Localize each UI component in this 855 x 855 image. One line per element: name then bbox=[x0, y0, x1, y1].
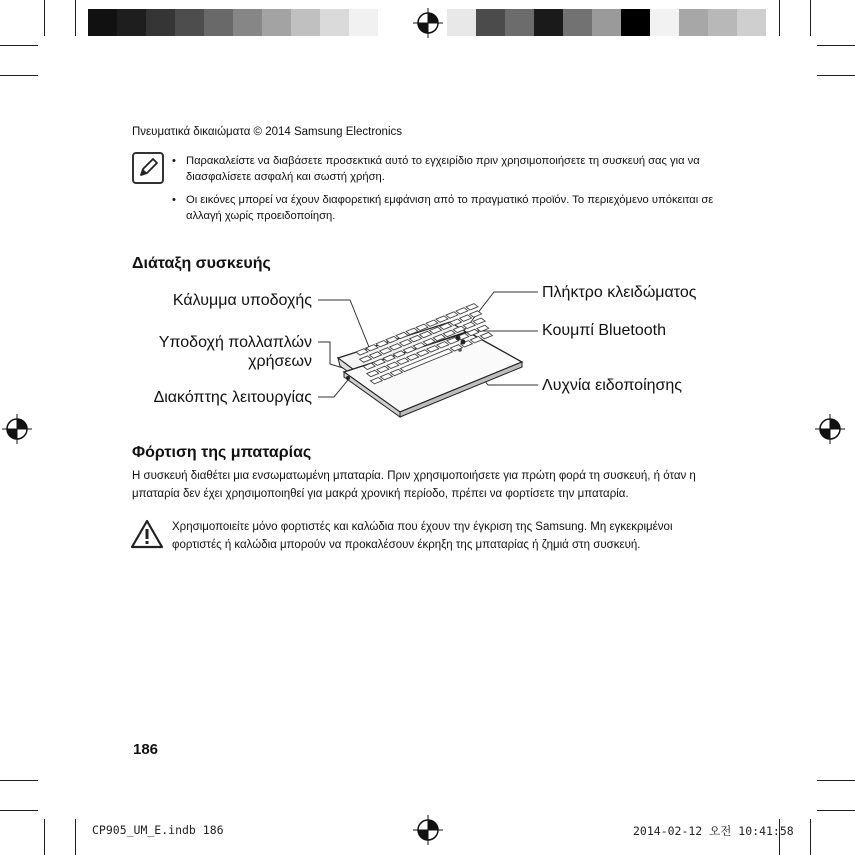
color-swatch bbox=[291, 9, 320, 36]
color-swatch bbox=[476, 9, 505, 36]
keyboard-key bbox=[456, 308, 468, 314]
bluetooth-button-dot bbox=[461, 340, 466, 345]
keyboard-key bbox=[436, 316, 448, 322]
crop-mark bbox=[75, 819, 76, 855]
label-bluetooth: Κουμπί Bluetooth bbox=[542, 322, 666, 339]
notes-list bbox=[172, 153, 732, 231]
color-swatch bbox=[650, 9, 679, 36]
keyboard-key bbox=[473, 318, 485, 324]
keyboard-key bbox=[463, 322, 475, 328]
power-switch-dot bbox=[346, 376, 350, 380]
keyboard-key bbox=[470, 311, 482, 317]
note-pencil-icon bbox=[132, 152, 164, 184]
leader-line bbox=[318, 380, 348, 397]
crop-mark bbox=[0, 75, 38, 76]
color-swatch bbox=[262, 9, 291, 36]
keyboard-key bbox=[446, 312, 458, 318]
crop-mark bbox=[75, 0, 76, 36]
charging-paragraph: Η συσκευή διαθέτει μια ενσωματωμένη μπαταρία. Πριν χρησιμοποιήσετε για πρώτη φορά τη συσκευή, ή όταν η μπαταρία δεν έχει χρησιμοποιηθεί για μακρά χρονική περίοδο, πρέπει να φορτίσετε την μπαταρία. bbox=[132, 470, 696, 500]
color-swatch bbox=[320, 9, 349, 36]
color-swatch bbox=[621, 9, 650, 36]
crop-mark bbox=[817, 75, 855, 76]
color-swatch bbox=[505, 9, 534, 36]
label-cover: Κάλυμμα υποδοχής bbox=[172, 292, 312, 309]
registration-mark-right bbox=[815, 414, 845, 444]
note-bullet: • Παρακαλείστε να διαβάσετε προσεκτικά αυτό το εγχειρίδιο πριν χρησιμοποιήσετε τη συσκευή σας για να διασφαλίσετε ασφαλή και σωστή χρήση. bbox=[172, 153, 732, 185]
registration-mark-top bbox=[413, 8, 443, 38]
copyright-text: Πνευματικά δικαιώματα © 2014 Samsung Electronics bbox=[132, 126, 403, 138]
color-swatch bbox=[204, 9, 233, 36]
keyboard-key bbox=[460, 315, 472, 321]
color-swatch bbox=[175, 9, 204, 36]
color-swatch bbox=[708, 9, 737, 36]
color-swatch bbox=[88, 9, 117, 36]
crop-mark bbox=[44, 819, 45, 855]
indicator-dot bbox=[458, 348, 462, 352]
section-title-layout: Διάταξη συσκευής bbox=[132, 255, 271, 272]
registration-mark-bottom bbox=[413, 815, 443, 845]
crop-mark bbox=[810, 819, 811, 855]
color-swatch bbox=[679, 9, 708, 36]
crop-mark bbox=[817, 45, 855, 46]
keyboard-key bbox=[480, 332, 492, 338]
page-number: 186 bbox=[133, 741, 159, 758]
keyboard-key bbox=[466, 304, 478, 310]
color-swatch bbox=[592, 9, 621, 36]
warning-triangle-icon bbox=[130, 518, 164, 550]
crop-mark bbox=[810, 0, 811, 36]
color-swatch bbox=[349, 9, 378, 36]
crop-mark bbox=[817, 810, 855, 811]
color-swatch bbox=[233, 9, 262, 36]
crop-mark bbox=[817, 780, 855, 781]
crop-mark bbox=[0, 45, 38, 46]
color-swatch bbox=[146, 9, 175, 36]
label-lock-key: Πλήκτρο κλειδώματος bbox=[542, 284, 697, 301]
crop-mark bbox=[44, 0, 45, 36]
registration-mark-left bbox=[2, 414, 32, 444]
keyboard-key bbox=[426, 320, 438, 326]
lock-key-dot bbox=[456, 336, 461, 341]
section-title-charging: Φόρτιση της μπαταρίας bbox=[132, 444, 312, 461]
crop-mark bbox=[0, 810, 38, 811]
crop-mark bbox=[779, 0, 780, 36]
label-indicator: Λυχνία ειδοποίησης bbox=[542, 377, 682, 394]
note-bullet: • Οι εικόνες μπορεί να έχουν διαφορετική εμφάνιση από το πραγματικό προϊόν. Το περιεχόμενο υπόκειται σε αλλαγή χωρίς προειδοποίηση. bbox=[172, 192, 732, 224]
label-power-switch: Διακόπτης λειτουργίας bbox=[153, 389, 312, 406]
keyboard-illustration bbox=[310, 280, 550, 420]
color-swatch bbox=[534, 9, 563, 36]
warning-text: Χρησιμοποιείτε μόνο φορτιστές και καλώδια που έχουν την έγκριση της Samsung. Μη εγκεκριμένοι φορτιστές ή καλώδια μπορούν να προκαλέσουν έκρηξη της μπαταρίας ή ζημιά στη συσκευή. bbox=[172, 521, 673, 551]
color-swatch bbox=[447, 9, 476, 36]
color-swatch bbox=[737, 9, 766, 36]
color-swatch bbox=[563, 9, 592, 36]
slug-date: 2014-02-12 오전 10:41:58 bbox=[633, 824, 794, 838]
color-swatch bbox=[117, 9, 146, 36]
slug-file: CP905_UM_E.indb 186 bbox=[92, 823, 224, 837]
crop-mark bbox=[0, 780, 38, 781]
label-port-line1: Υποδοχή πολλαπλών bbox=[158, 334, 312, 351]
label-port-line2: χρήσεων bbox=[248, 353, 312, 370]
